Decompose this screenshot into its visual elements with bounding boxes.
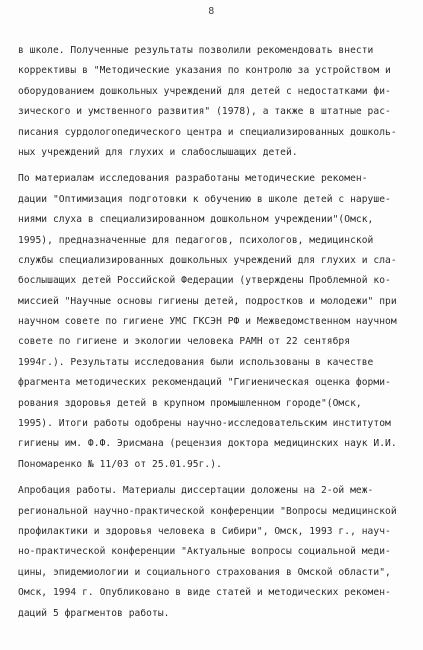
text-line: научном совете по гигиене УМС ГКСЭН РФ и Межведомственном научном xyxy=(18,316,397,328)
text-line: писания сурдологопедического центра и специализированных дошколь- xyxy=(18,126,397,138)
text-line: в школе. Полученные результаты позволили рекомендовать внести xyxy=(18,45,374,56)
text-line: даций 5 фрагментов работы. xyxy=(18,607,170,619)
text-line: Омск, 1994 г. Опубликовано в виде статей и методических рекомен- xyxy=(18,587,391,599)
text-line: Апробация работы. Материалы диссертации доложены на 2-ой меж- xyxy=(18,485,374,497)
text-line: службы специализированных дошкольных учреждений для глухих и сла- xyxy=(18,254,397,266)
text-line: гигиены им. Ф.Ф. Эрисмана (рецензия доктора медицинских наук И.И. xyxy=(18,438,397,450)
text-line: но-практической конференции "Актуальные вопросы социальной меди- xyxy=(18,546,391,558)
paragraph-method-recommendations xyxy=(18,169,410,475)
text-line: бослышащих детей Российской Федерации (утверждены Проблемной ко- xyxy=(18,275,391,287)
text-body xyxy=(18,41,410,624)
text-line: миссией "Научные основы гигиены детей, подростков и молодежи" при xyxy=(18,295,397,307)
text-line: совете по гигиене и экологии человека РАМН от 22 сентября xyxy=(18,336,351,348)
text-line: цины, эпидемиологии и социального страхования в Омской области", xyxy=(18,566,391,578)
text-line: зического и умственного развития" (1978), а также в штатные рас- xyxy=(18,106,391,118)
paragraph-results-usage xyxy=(18,41,410,163)
page-number: 8 xyxy=(208,6,215,17)
text-line: Пономаренко № 11/03 от 25.01.95г.). xyxy=(18,458,222,470)
text-line: По материалам исследования разработаны методические рекомен- xyxy=(18,173,368,185)
text-line: региональной научно-практической конференции "Вопросы медицинской xyxy=(18,505,397,517)
text-line: 1995), предназначенные для педагогов, психологов, медицинской xyxy=(18,234,374,246)
text-line: рования здоровья детей в крупном промышленном городе"(Омск, xyxy=(18,397,362,409)
text-line: оборудованием дошкольных учреждений для детей с недостатками фи- xyxy=(18,85,391,97)
text-line: ных учреждений для глухих и слабослышащих детей. xyxy=(18,146,298,158)
text-line: коррективы в "Методические указания по контролю за устройством и xyxy=(18,65,391,77)
text-line: 1995). Итоги работы одобрены научно-исследовательским институтом xyxy=(18,418,391,430)
text-line: дации "Оптимизация подготовки к обучению в школе детей с наруше- xyxy=(18,193,391,205)
text-line: профилактики и здоровья человека в Сибири", Омск, 1993 г., науч- xyxy=(18,525,391,537)
paragraph-approbation xyxy=(18,481,410,624)
text-line: 1994г.). Результаты исследования были использованы в качестве xyxy=(18,356,374,368)
text-line: ниями слуха в специализированном дошкольном учреждении"(Омск, xyxy=(18,214,374,226)
text-line: фрагмента методических рекомендаций "Гигиеническая оценка форми- xyxy=(18,377,391,389)
